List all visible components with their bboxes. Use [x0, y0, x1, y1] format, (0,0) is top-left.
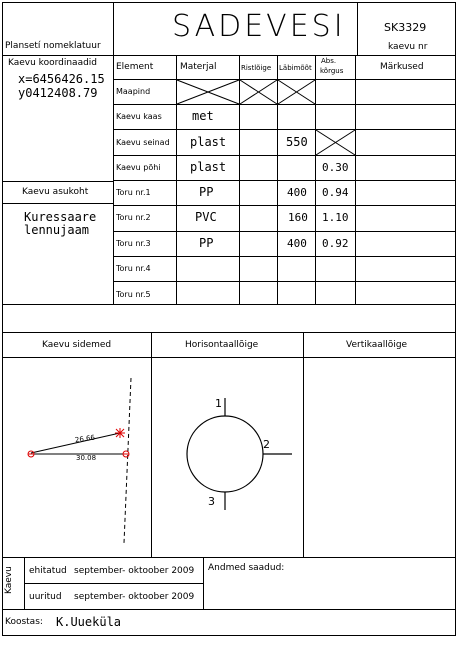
- row-diameter: 400: [287, 186, 307, 199]
- row-abs: 0.94: [322, 186, 349, 199]
- row-abs: 1.10: [322, 211, 349, 224]
- row-abs: 0.92: [322, 237, 349, 250]
- author-value: K.Uueküla: [56, 615, 122, 629]
- row-material: met: [192, 109, 214, 123]
- row-element: Toru nr.4: [116, 264, 151, 273]
- row-material: PVC: [195, 210, 217, 224]
- built-value: september- oktoober 2009: [74, 566, 195, 576]
- row-material: plast: [190, 160, 227, 174]
- location-line2: lennujaam: [24, 223, 90, 237]
- built-label: ehitatud: [29, 566, 67, 576]
- section-links-label: Kaevu sidemed: [42, 340, 112, 350]
- row-element: Toru nr.5: [116, 290, 151, 299]
- row-element: Toru nr.1: [116, 188, 151, 197]
- coordinate-x: x=6456426.15: [18, 72, 105, 86]
- footer-kaevu-divider: [24, 557, 25, 609]
- section-divider-2: [303, 332, 304, 557]
- row-diameter: 160: [288, 211, 308, 224]
- row-element: Toru nr.2: [116, 213, 151, 222]
- coordinates-label: Kaevu koordinaadid: [8, 58, 98, 68]
- footer-kaevu-label: Kaevu: [4, 566, 14, 594]
- location-line1: Kuressaare: [24, 210, 97, 224]
- maapind-cross-marks: [176, 79, 316, 105]
- footer-data-divider: [203, 557, 204, 609]
- author-label: Koostas:: [5, 617, 43, 627]
- section-vertical-label: Vertikaallõige: [346, 340, 408, 350]
- row-element: Kaevu seinad: [116, 138, 170, 147]
- header-diameter: Läbimõõt: [279, 64, 312, 72]
- horizontal-section-drawing: [152, 358, 302, 556]
- header-cross-section: Ristlõige: [241, 64, 272, 72]
- link-dim-2: 30.08: [76, 454, 97, 462]
- coordinate-y: y0412408.79: [18, 86, 98, 100]
- row-element: Kaevu kaas: [116, 112, 162, 121]
- pipe-2-label: 2: [263, 438, 270, 451]
- surveyed-value: september- oktoober 2009: [74, 592, 195, 602]
- table-row-line: [113, 281, 456, 282]
- table-row-line: [113, 129, 456, 130]
- row-element: Toru nr.3: [116, 239, 151, 248]
- page-title: SADEVESI: [172, 9, 346, 44]
- row-element: Maapind: [116, 87, 151, 96]
- table-row-line: [113, 180, 456, 181]
- pipe-3-label: 3: [208, 495, 215, 508]
- nomenclature-line: [3, 55, 113, 56]
- surveyed-label: uuritud: [29, 592, 62, 602]
- pipe-1-label: 1: [215, 397, 222, 410]
- location-top-line: [3, 181, 113, 182]
- row-material: PP: [199, 185, 214, 199]
- well-code: SK3329: [384, 21, 427, 34]
- row-element: Kaevu põhi: [116, 163, 161, 172]
- seinad-cross-mark: [315, 129, 356, 156]
- link-dim-1: 26.66: [74, 433, 96, 445]
- header-material: Materjal: [180, 62, 217, 72]
- col-divider-left: [113, 3, 114, 304]
- header-abs-2: kõrgus: [320, 67, 344, 75]
- section-header-top: [3, 332, 456, 333]
- row-diameter: 400: [287, 237, 307, 250]
- header-notes: Märkused: [380, 62, 424, 72]
- header-divider-right: [357, 3, 358, 55]
- row-material: PP: [199, 236, 214, 250]
- row-material: plast: [190, 135, 227, 149]
- footer-top-line: [3, 557, 456, 558]
- table-row-line: [113, 231, 456, 232]
- header-abs-1: Abs.: [321, 57, 337, 65]
- location-label: Kaevu asukoht: [22, 187, 89, 197]
- table-row-line: [113, 155, 456, 156]
- header-element: Element: [116, 62, 154, 72]
- sheet-nomenclature-label: Plansetí nomeklatuur: [5, 41, 101, 51]
- footer-mid-line: [24, 583, 203, 584]
- table-row-line: [113, 256, 456, 257]
- table-row-line: [113, 205, 456, 206]
- section-horizontal-label: Horisontaallõige: [185, 340, 259, 350]
- footer-bottom-line: [3, 609, 456, 610]
- location-label-line: [3, 203, 113, 204]
- row-abs: 0.30: [322, 161, 349, 174]
- table-bottom-line: [3, 304, 456, 305]
- data-received-label: Andmed saadud:: [208, 563, 285, 573]
- well-no-label: kaevu nr: [388, 42, 428, 52]
- header-bottom-line: [113, 55, 456, 56]
- row-diameter: 550: [286, 135, 308, 149]
